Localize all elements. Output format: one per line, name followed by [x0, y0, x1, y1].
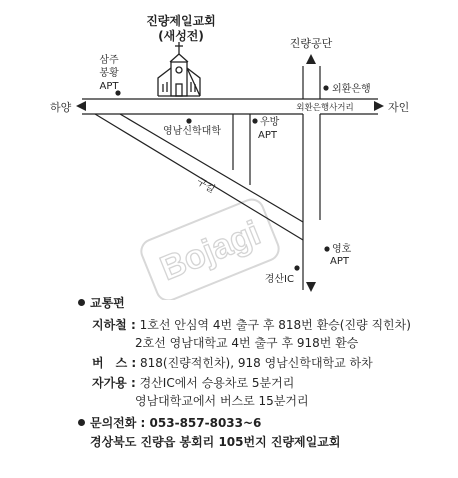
marker-foreign-bank [323, 85, 328, 90]
car-line-2: 영남대학교에서 버스로 15분거리 [135, 394, 309, 408]
arrow-down-icon [306, 282, 316, 292]
label-jinryang-gongdan: 진량공단 [289, 37, 333, 50]
label-jain: 자인 [388, 101, 410, 114]
subway-line-2: 2호선 영남대학교 4번 출구 후 918번 환승 [135, 336, 359, 350]
label-yeongho-1: 영호 [332, 244, 352, 255]
bus-line: 818(진량적힌차), 918 영남신학대학교 하차 [140, 356, 373, 370]
car-row-1 [92, 374, 294, 391]
subway-row-1 [92, 316, 411, 333]
arrow-left-icon [76, 101, 86, 111]
marker-seminary [186, 118, 191, 123]
phone-number: 053-857-8033~6 [149, 416, 262, 430]
label-hayang: 하양 [50, 101, 72, 114]
label-gyeongsan-ic: 경산IC [264, 274, 294, 285]
label-intersection: 외환은행사거리 [296, 103, 354, 113]
car-label: 자가용 : [92, 376, 136, 390]
church-name: 진량제일교회 [146, 14, 216, 28]
bus-label: 버 스 : [92, 356, 137, 370]
car-row-2 [135, 392, 309, 409]
phone-label: 문의전화 : [90, 416, 146, 430]
label-ubang-1: 우방 [260, 117, 280, 128]
subway-line-1: 1호선 안심역 4번 출구 후 818번 환승(진량 직힌차) [139, 318, 411, 332]
address: 경상북도 진량읍 봉회리 105번지 진량제일교회 [90, 435, 341, 449]
arrow-up-icon [306, 54, 316, 64]
marker-yeongho [324, 246, 329, 251]
label-old-road: 구길 [194, 176, 217, 196]
label-sangju-3: APT [99, 81, 119, 92]
phone-row [78, 414, 261, 431]
transport-header: 교통편 [90, 296, 125, 310]
bullet-icon [78, 299, 85, 306]
marker-ic [294, 265, 299, 270]
subway-label: 지하철 : [92, 318, 136, 332]
label-seminary: 영남신학대학 [163, 126, 221, 137]
label-sangju-2: 봉황 [99, 68, 119, 79]
address-row [90, 433, 340, 450]
church-icon [158, 42, 200, 96]
transport-header-row [78, 294, 125, 311]
label-ubang-2: APT [258, 130, 277, 141]
watermark-text: Bojagi [155, 213, 266, 289]
arrow-right-icon [374, 101, 384, 111]
label-sangju-1: 삼주 [99, 55, 119, 66]
marker-ubang [252, 118, 257, 123]
subway-row-2 [135, 334, 358, 351]
label-yeongho-2: APT [330, 256, 349, 267]
bullet-icon [78, 419, 85, 426]
label-foreign-bank: 외환은행 [332, 84, 371, 95]
car-line-1: 경산IC에서 승용차로 5분거리 [139, 376, 295, 390]
watermark [138, 196, 283, 300]
bus-row [92, 354, 373, 371]
church-subtitle: (새성전) [158, 29, 204, 43]
